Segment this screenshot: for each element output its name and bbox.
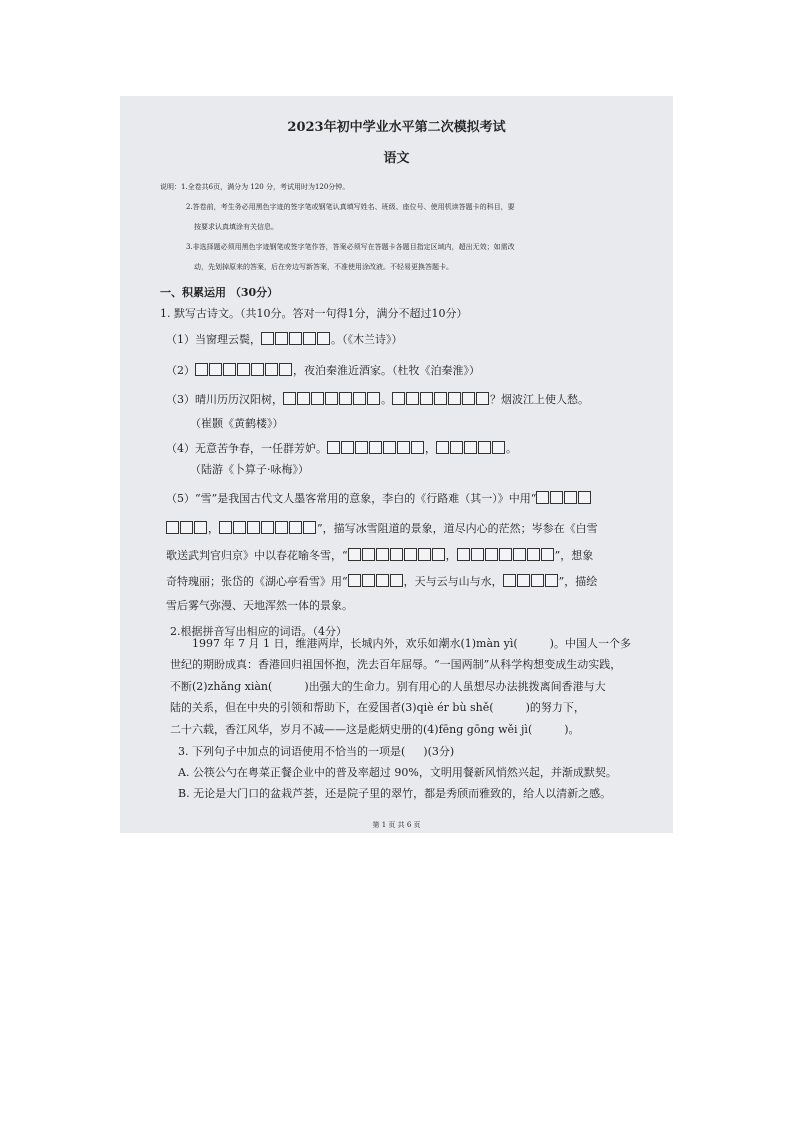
q3-option-a: A. 公筷公勺在粤菜正餐企业中的普及率超过 90%，文明用餐新风悄然兴起，并渐成默契。 bbox=[178, 766, 617, 779]
q1-item-5-line-4: 奇特瑰丽；张岱的《湖心亭看雪》用“ ，天与云与山与水， ”，描绘 bbox=[166, 575, 598, 588]
answer-boxes[interactable] bbox=[348, 575, 404, 588]
q3-option-b: B. 无论是大门口的盆栽芦荟，还是院子里的翠竹，都是秀颀而雅致的，给人以清新之感。 bbox=[178, 787, 612, 800]
answer-boxes[interactable] bbox=[348, 549, 446, 562]
q1-item-4-source: （陆游《卜算子·咏梅》） bbox=[190, 463, 309, 476]
q1-item-3: （3）晴川历历汉阳树， 。 ？烟波江上使人愁。 bbox=[166, 393, 589, 406]
q1-item-3-source: （崔颢《黄鹤楼》） bbox=[190, 417, 284, 430]
page-footer: 第 1 页 共 6 页 bbox=[372, 821, 421, 829]
question-2: 2.根据拼音写出相应的词语。（4分） bbox=[170, 625, 347, 638]
answer-boxes[interactable] bbox=[436, 442, 506, 455]
answer-boxes[interactable] bbox=[219, 522, 317, 535]
note-2: 2.答卷前，考生务必用黑色字迹的签字笔或钢笔认真填写姓名、班级、座位号、使用机读答题卡的科目，要 bbox=[186, 203, 515, 211]
answer-boxes[interactable] bbox=[261, 333, 331, 346]
q1-item-5-line-5: 雪后雾气弥漫、天地浑然一体的景象。 bbox=[166, 599, 353, 612]
answer-boxes[interactable] bbox=[457, 549, 555, 562]
question-1: 1. 默写古诗文。（共10分。答对一句得1分，满分不超过10分） bbox=[160, 307, 468, 320]
note-2-cont: 按要求认真填涂有关信息。 bbox=[194, 223, 278, 231]
answer-boxes[interactable] bbox=[166, 522, 208, 535]
exam-page bbox=[120, 96, 673, 833]
answer-boxes[interactable] bbox=[195, 364, 293, 377]
question-3: 3. 下列句子中加点的词语使用不恰当的一项是( )(3分) bbox=[178, 745, 455, 758]
q2-line-3: 不断(2)zhǎng xiàn( )出强大的生命力。别有用心的人虽想尽办法挑拨离间香港与大 bbox=[170, 680, 606, 693]
q2-line-2: 世纪的期盼成真：香港回归祖国怀抱，洗去百年屈辱。“一国两制”从科学构想变成生动实践， bbox=[170, 658, 622, 671]
answer-boxes[interactable] bbox=[392, 393, 490, 406]
note-3: 3.非选择题必须用黑色字迹钢笔或签字笔作答，答案必须写在答题卡各题目指定区域内，超出无效；如需改 bbox=[186, 243, 515, 251]
answer-boxes[interactable] bbox=[327, 442, 425, 455]
q2-line-4: 陆的关系，但在中央的引领和帮助下，在爱国者(3)qiè ér bù shě( )的努力下， bbox=[170, 701, 585, 714]
answer-boxes[interactable] bbox=[283, 393, 381, 406]
q2-line-5: 二十六载，香江风华，岁月不减——这是彪炳史册的(4)fēng gōng wěi jì( )。 bbox=[170, 723, 580, 736]
q1-item-1: （1）当窗理云鬓， 。（《木兰诗》） bbox=[166, 333, 403, 346]
q2-line-1: 1997 年 7 月 1 日，维港两岸，长城内外，欢乐如潮水(1)màn yì( )。中国人一个多 bbox=[192, 637, 631, 650]
q1-item-2: （2） ，夜泊秦淮近酒家。（杜牧《泊秦淮》） bbox=[166, 364, 480, 377]
answer-boxes[interactable] bbox=[536, 492, 592, 505]
note-3-cont: 动，先划掉原来的答案，后在旁边写新答案，不准使用涂改液。不轻易更换答题卡。 bbox=[194, 263, 453, 271]
note-1: 说明：1.全卷共6页，满分为 120 分，考试用时为120分钟。 bbox=[160, 183, 350, 191]
exam-subject: 语文 bbox=[383, 151, 410, 166]
q1-item-4: （4）无意苦争春，一任群芳妒。 ， 。 bbox=[166, 442, 517, 455]
q1-item-5-line-3: 歌送武判官归京》中以春花喻冬雪，“ ， ”，想象 bbox=[166, 549, 594, 562]
q1-item-5-line-1: （5）“雪”是我国古代文人墨客常用的意象，李白的《行路难（其一）》中用“ bbox=[166, 491, 673, 506]
exam-title: 2023年初中学业水平第二次模拟考试 bbox=[287, 120, 506, 135]
section-heading: 一、积累运用 （30分） bbox=[160, 286, 279, 299]
answer-boxes[interactable] bbox=[503, 575, 559, 588]
q1-item-5-line-2: ， ”，描写冰雪阻道的景象，道尽内心的茫然；岑参在《白雪 bbox=[166, 521, 673, 536]
